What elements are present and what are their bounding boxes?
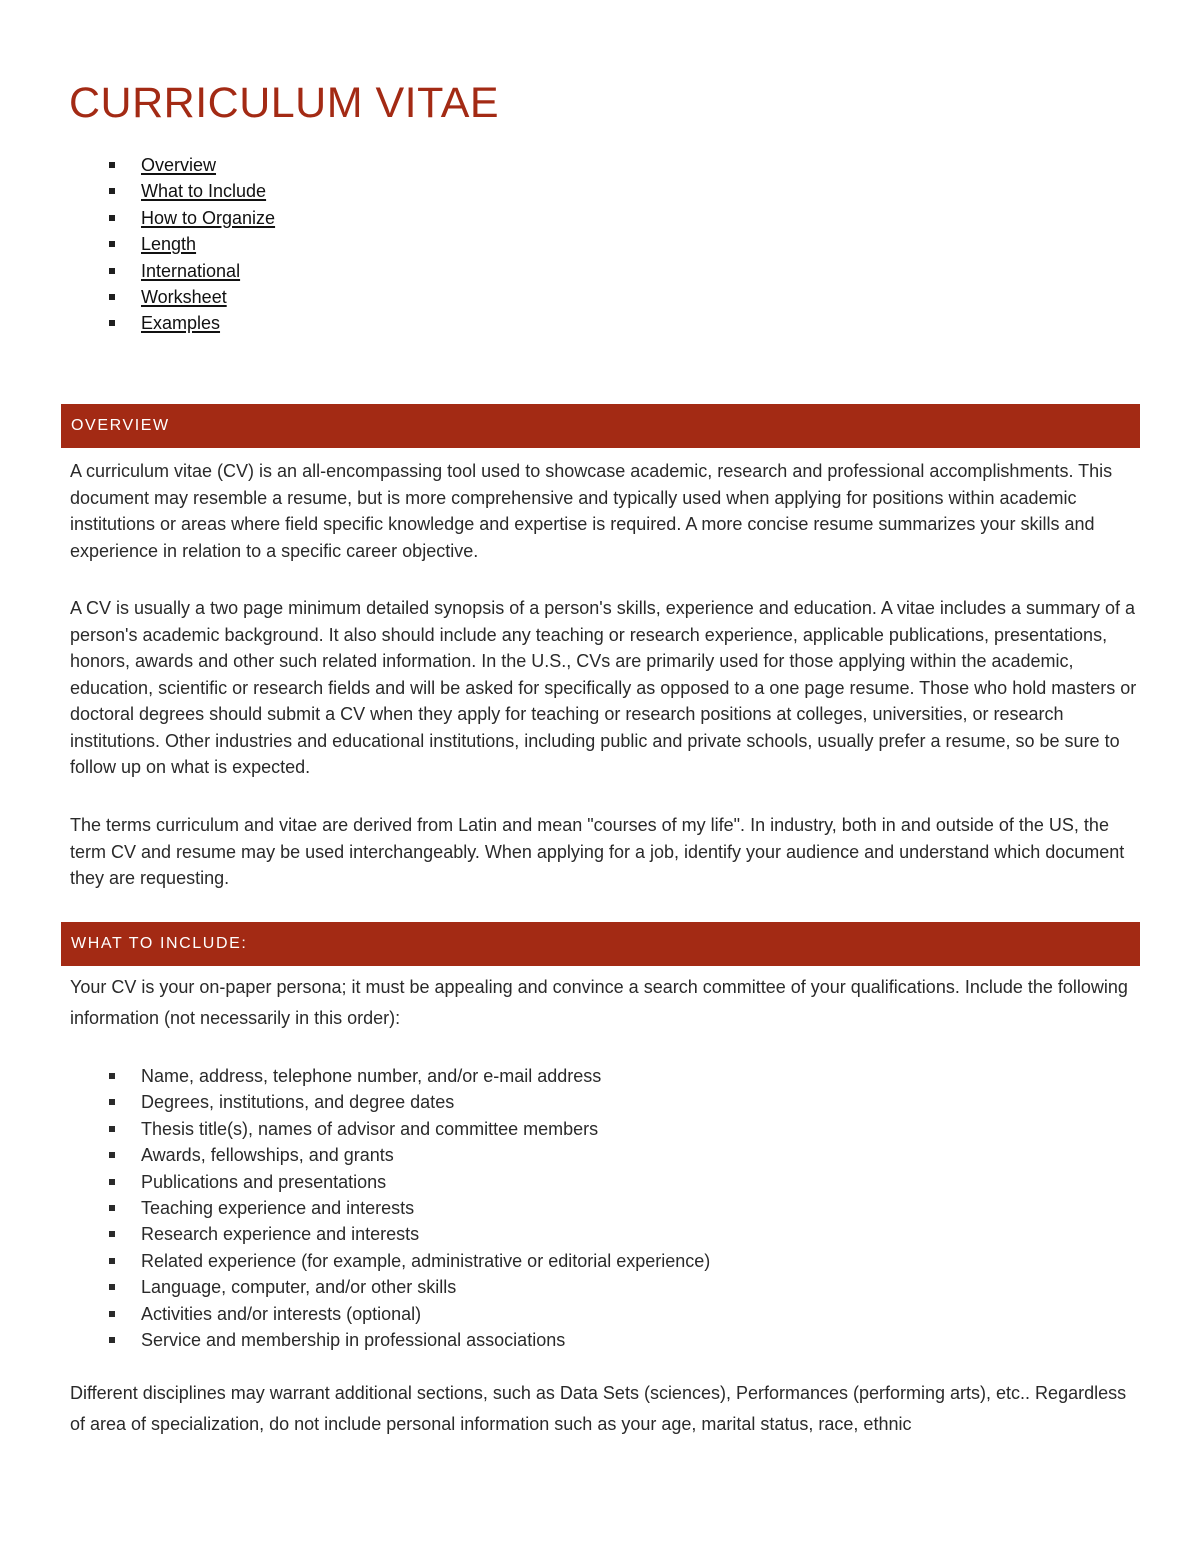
list-item (0, 1169, 710, 1195)
list-item-text: Publications and presentations (141, 1171, 387, 1192)
list-item-text: Related experience (for example, administrative or editorial experience) (141, 1250, 711, 1271)
square-bullet-icon (109, 1126, 115, 1132)
square-bullet-icon (109, 1152, 115, 1158)
square-bullet-icon (109, 1337, 115, 1343)
square-bullet-icon (109, 162, 115, 168)
toc-link-examples[interactable]: Examples (141, 313, 221, 334)
toc-item (0, 152, 275, 178)
list-item-text: Activities and/or interests (optional) (141, 1303, 422, 1324)
square-bullet-icon (109, 1231, 115, 1237)
toc-item (0, 231, 275, 257)
list-item-text: Name, address, telephone number, and/or e-mail address (141, 1066, 602, 1086)
table-of-contents (0, 152, 275, 337)
toc-link-length[interactable]: Length (141, 234, 197, 255)
list-item (0, 1195, 710, 1221)
square-bullet-icon (109, 1258, 115, 1264)
toc-link-what-to-include[interactable]: What to Include (141, 181, 267, 202)
square-bullet-icon (109, 1099, 115, 1105)
toc-link-how-to-organize[interactable]: How to Organize (141, 207, 276, 228)
list-item (0, 1301, 710, 1327)
list-item (0, 1274, 710, 1300)
toc-item (0, 258, 275, 284)
square-bullet-icon (109, 1179, 115, 1185)
list-item-text: Teaching experience and interests (141, 1197, 415, 1218)
square-bullet-icon (109, 1311, 115, 1317)
list-item (0, 1142, 710, 1168)
square-bullet-icon (109, 268, 115, 274)
overview-paragraph-1: A curriculum vitae (CV) is an all-encompassing tool used to showcase academic, research and professional accomplishments. This document may resemble a resume, but is more comprehensive and typically used when applying for positions within academic institutions or areas where field specific knowledge and expertise is required. A more concise resume summarizes your skills and experience in relation to a specific career objective. (70, 461, 1113, 561)
document-title: CURRICULUM VITAE (69, 79, 500, 127)
toc-item (0, 310, 275, 336)
what-to-include-heading: WHAT TO INCLUDE: (61, 922, 1140, 966)
what-to-include-intro: Your CV is your on-paper persona; it must be appealing and convince a search committee of your qualifications. Include the following information (not necessarily in this order): (70, 977, 1128, 1028)
toc-item (0, 205, 275, 231)
list-item-text: Awards, fellowships, and grants (141, 1145, 394, 1166)
list-item-text: Research experience and interests (141, 1224, 420, 1245)
list-item-text: Language, computer, and/or other skills (141, 1277, 457, 1298)
square-bullet-icon (109, 241, 115, 247)
toc-link-worksheet[interactable]: Worksheet (141, 286, 227, 307)
toc-item (0, 178, 275, 204)
list-item (0, 1063, 710, 1089)
list-item (0, 1089, 710, 1115)
list-item-text: Thesis title(s), names of advisor and committee members (141, 1118, 599, 1139)
list-item (0, 1248, 710, 1274)
list-item (0, 1327, 710, 1353)
overview-paragraph-3: The terms curriculum and vitae are derived from Latin and mean "courses of my life". In industry, both in and outside of the US, the term CV and resume may be used interchangeably. When applying for a job, identify your audience and understand which document they are requesting. (70, 815, 1125, 888)
square-bullet-icon (109, 1073, 115, 1079)
overview-paragraph-2: A CV is usually a two page minimum detailed synopsis of a person's skills, experience and education. A vitae includes a summary of a person's academic background. It also should include any teaching or research experience, applicable publications, presentations, honors, awards and other such related information. In the U.S., CVs are primarily used for those applying within the academic, education, scientific or research fields and will be asked for specifically as opposed to a one page resume. Those who hold masters or doctoral degrees should submit a CV when they apply for teaching or research positions at colleges, universities, or research institutions. Other industries and educational institutions, including public and private schools, usually prefer a resume, so be sure to follow up on what is expected. (70, 598, 1137, 777)
square-bullet-icon (109, 1284, 115, 1290)
list-item-text: Service and membership in professional associations (141, 1329, 566, 1350)
list-item (0, 1221, 710, 1247)
what-to-include-closing: Different disciplines may warrant additional sections, such as Data Sets (sciences), Performances (performing arts), etc.. Regardless of area of specialization, do not include personal information such as your age, marital status, race, ethnic (70, 1383, 1127, 1434)
square-bullet-icon (109, 320, 115, 326)
what-to-include-list (0, 1063, 710, 1353)
toc-link-international[interactable]: International (141, 260, 241, 281)
square-bullet-icon (109, 188, 115, 194)
square-bullet-icon (109, 215, 115, 221)
square-bullet-icon (109, 1205, 115, 1211)
toc-link-overview[interactable]: Overview (141, 155, 217, 175)
square-bullet-icon (109, 294, 115, 300)
list-item (0, 1116, 710, 1142)
toc-item (0, 284, 275, 310)
overview-heading: OVERVIEW (61, 404, 1140, 448)
list-item-text: Degrees, institutions, and degree dates (141, 1092, 455, 1113)
